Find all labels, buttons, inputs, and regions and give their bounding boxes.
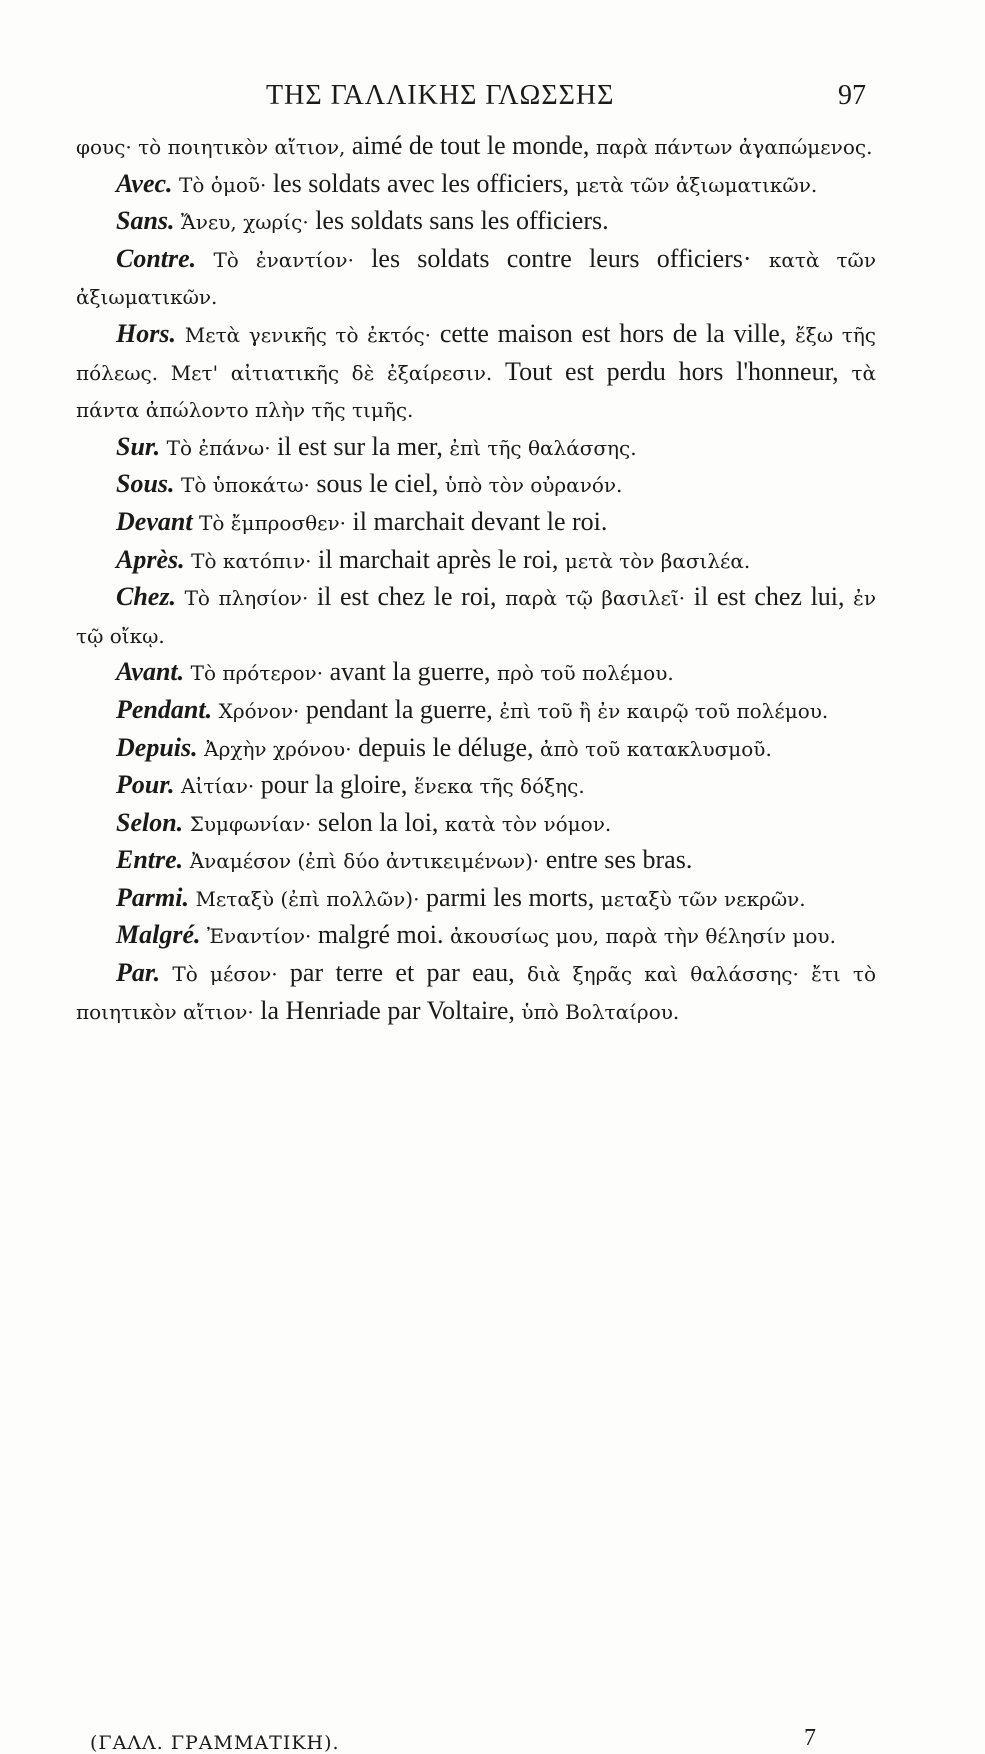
entry-parmi [76,880,876,918]
greek-text: Ἄνευ, χωρίς· [181,210,309,235]
greek-text: Τὸ ἔμπροσθεν· [199,510,347,535]
greek-text: ἐν τῷ οἴκῳ. [76,586,877,648]
headword: Après. [116,544,185,574]
book-page [76,70,877,1754]
french-text: il est chez lui, [693,582,845,612]
french-text: aimé de tout le monde, [351,131,590,160]
headword: Sur. [116,431,161,461]
signature-number: 7 [804,1725,816,1751]
greek-text: μεταξὺ τῶν νεκρῶν. [600,886,806,911]
french-text: les soldats contre leurs officiers· [371,243,752,273]
greek-text: Συμφωνίαν· [189,811,312,836]
entry-avant [76,654,876,692]
greek-text: μετὰ τῶν ἀξιωματικῶν. [575,172,818,197]
entry-contre [76,241,876,316]
greek-text: παρὰ τῷ βασιλεῖ· [505,586,686,611]
page-number: 97 [838,80,866,111]
greek-text: Χρόνον· [218,698,300,723]
greek-text: ἀκουσίως μου, παρὰ τὴν θέλησίν μου. [450,924,836,949]
headword: Depuis. [116,732,198,762]
printer-signature: (ΓΑΛΛ. ΓΡΑΜΜΑΤΙΚΗ). [90,1732,340,1754]
entry-malgre [76,917,876,955]
entry-sous [76,466,876,504]
greek-text: διὰ ξηρᾶς καὶ θαλάσσης· ἔτι τὸ ποιητικὸν αἴτιον· [76,962,877,1024]
intro-paragraph [76,128,876,166]
french-text: pour la gloire, [260,770,408,800]
french-text: il est chez le roi, [316,582,497,612]
french-text: parmi les morts, [425,882,595,912]
entry-hors [76,316,876,429]
greek-text: Τὸ κατόπιν· [191,548,312,573]
french-text: il marchait devant le roi. [352,506,608,536]
greek-text: κατὰ τὸν νόμον. [444,811,612,836]
entry-par [76,955,876,1030]
greek-text: κατὰ τῶν ἀξιωματικῶν. [76,247,877,310]
greek-text: Τὸ μέσον· [172,962,278,987]
french-text: pendant la guerre, [305,694,493,724]
headword: Avec. [116,168,173,198]
greek-text: Τὸ ἐναντίον· [213,247,354,272]
headword: Pour. [116,770,175,800]
greek-text: Μεταξὺ (ἐπὶ πολλῶν)· [195,886,420,911]
greek-text: Αἰτίαν· [181,774,255,799]
french-text: Tout est perdu hors l'honneur, [505,356,839,386]
greek-text: Μετὰ γενικῆς τὸ ἐκτός· [184,322,432,347]
greek-text: Τὸ πρότερον· [190,661,324,686]
greek-text: ἔξω τῆς πόλεως. Μετ' αἰτιατικῆς δὲ ἐξαίρεσιν. [76,322,877,385]
french-text: selon la loi, [317,807,439,837]
headword: Sans. [116,206,175,236]
french-text: entre ses bras. [545,845,693,875]
headword: Malgré. [116,920,201,950]
greek-text: ἐπὶ τῆς θαλάσσης. [449,435,637,460]
entry-pour [76,767,876,805]
greek-text: ἐπὶ τοῦ ἢ ἐν καιρῷ τοῦ πολέμου. [499,698,829,723]
entry-avec [76,166,876,204]
entry-entre [76,842,876,880]
french-text: malgré moi. [317,920,444,950]
french-text: par terre et par eau, [289,958,515,988]
french-text: la Henriade par Voltaire, [260,995,515,1025]
entry-pendant [76,692,876,730]
greek-text: Τὸ πλησίον· [184,586,309,611]
greek-text: ἀπὸ τοῦ κατακλυσμοῦ. [540,736,772,761]
greek-text: Ἀναμέσον (ἐπὶ δύο ἀντικειμένων)· [189,849,540,874]
greek-text: παρὰ πάντων ἀγαπώμενος. [595,135,873,159]
headword: Chez. [116,582,176,612]
entry-selon [76,805,876,843]
headword: Par. [116,958,161,988]
french-text: les soldats sans les officiers. [315,206,609,236]
greek-text: ἕνεκα τῆς δόξης. [413,774,585,799]
greek-text: Τὸ ἐπάνω· [166,435,271,460]
greek-text: τὰ πάντα ἀπώλοντο πλὴν τῆς τιμῆς. [76,360,877,423]
headword: Avant. [116,657,185,687]
french-text: les soldats avec les officiers, [272,168,570,198]
french-text: il est sur la mer, [277,431,443,461]
page-body [76,128,876,1030]
headword: Sous. [116,469,175,499]
greek-text: ὑπὸ τὸν οὐρανόν. [444,473,623,498]
greek-text: πρὸ τοῦ πολέμου. [497,661,674,686]
running-title: ΤΗΣ ΓΑΛΛΙΚΗΣ ΓΛΩΣΣΗΣ [266,80,615,111]
entry-devant [76,504,876,542]
headword: Hors. [116,318,176,348]
entry-sur [76,429,876,467]
entry-depuis [76,730,876,768]
french-text: depuis le déluge, [358,732,534,762]
greek-text: ὑπὸ Βολταίρου. [521,999,680,1024]
french-text: il marchait après le roi, [317,544,559,574]
headword: Entre. [116,845,184,875]
french-text: cette maison est hors de la ville, [439,318,787,348]
entry-sans [76,203,876,241]
headword: Parmi. [116,882,189,912]
headword: Contre. [116,243,197,273]
french-text: sous le ciel, [316,469,439,499]
french-text: avant la guerre, [329,657,491,687]
page-header [76,80,876,116]
greek-text: φους· τὸ ποιητικὸν αἴτιον, [76,135,346,159]
headword: Pendant. [116,694,213,724]
entry-chez [76,579,876,654]
greek-text: Ἀρχὴν χρόνου· [204,736,352,761]
entry-apres [76,542,876,580]
greek-text: μετὰ τὸν βασιλέα. [564,548,751,573]
greek-text: Τὸ ὑποκάτω· [181,473,310,498]
headword: Selon. [116,807,184,837]
headword: Devant [116,506,193,536]
greek-text: Τὸ ὁμοῦ· [179,172,267,197]
greek-text: Ἐναντίον· [207,924,312,949]
